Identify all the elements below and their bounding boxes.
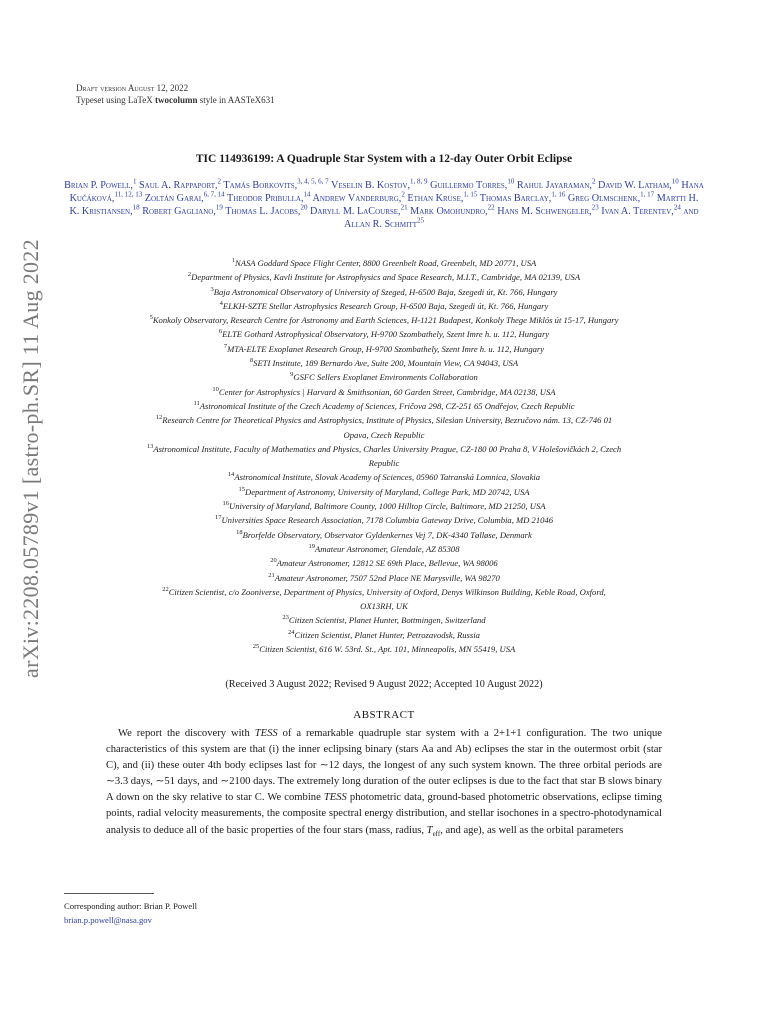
affiliation-text: Amateur Astronomer, 7507 52nd Place NE Marysville, WA 98270 <box>274 572 500 583</box>
author-affiliation-ref: 10 <box>507 177 515 186</box>
affiliation-number: 22 <box>162 585 169 593</box>
affiliation-text: Department of Astronomy, University of Maryland, College Park, MD 20742, USA <box>244 486 530 497</box>
affiliation-number: 19 <box>308 543 315 551</box>
author-affiliation-ref: 14 <box>303 190 311 199</box>
affiliation-line <box>64 470 704 484</box>
author-affiliation-ref: 2 <box>591 177 596 186</box>
affiliation-line <box>64 513 704 527</box>
received-dates: (Received 3 August 2022; Revised 9 August 2022; Accepted 10 August 2022) <box>225 679 543 690</box>
author-name[interactable]: Allan R. Schmitt <box>344 219 417 230</box>
author-affiliation-ref: 18 <box>132 203 140 212</box>
affiliation-text: Department of Physics, Kavli Institute for Astrophysics and Space Research, M.I.T., Cambridge, MA 02139, USA <box>191 272 581 283</box>
affiliation-text: SETI Institute, 189 Bernardo Ave, Suite 200, Mountain View, CA 94043, USA <box>253 358 519 369</box>
affiliation-line <box>64 499 704 513</box>
affiliation-number: 1 <box>231 257 235 265</box>
author-name[interactable]: Rahul Jayaraman, <box>516 180 592 191</box>
affiliation-text: Baja Astronomical Observatory of University of Szeged, H-6500 Baja, Szegedi út, Kt. 766, Hungary <box>213 286 558 297</box>
affiliation-text: Citizen Scientist, Planet Hunter, Petrozavodsk, Russia <box>294 629 480 640</box>
affiliation-text: Republic <box>368 458 400 469</box>
affiliation-line <box>64 327 704 341</box>
author-name[interactable]: Greg Olmschenk, <box>567 193 641 204</box>
author-list <box>64 179 704 231</box>
paper-title: TIC 114936199: A Quadruple Star System with a 12-day Outer Orbit Eclipse <box>195 153 573 165</box>
affiliation-number: 10 <box>212 385 219 393</box>
affiliation-line <box>64 370 704 384</box>
affiliation-number: 16 <box>222 500 229 508</box>
affiliation-text: Citizen Scientist, 616 W. 53rd. St., Apt. 101, Minneapolis, MN 55419, USA <box>259 644 516 655</box>
affiliation-line <box>64 356 704 370</box>
affiliation-line <box>64 442 704 456</box>
draft-version: Draft version August 12, 2022 <box>76 83 189 93</box>
affiliation-line <box>64 528 704 542</box>
typeset-suffix: style in AASTeX631 <box>197 95 275 105</box>
affiliation-text: University of Maryland, Baltimore County, 1000 Hilltop Circle, Baltimore, MD 21250, USA <box>228 501 546 512</box>
affiliation-text: ELKH-SZTE Stellar Astrophysics Research Group, H-6500 Baja, Szegedi út, Kt. 766, Hungary <box>222 300 549 311</box>
affiliation-line <box>64 456 704 470</box>
affiliation-line <box>64 413 704 427</box>
author-name[interactable]: Hana Kučáková, <box>69 180 704 204</box>
corresponding-author: Corresponding author: Brian P. Powell <box>64 901 197 911</box>
affiliation-text: Astronomical Institute of the Czech Academy of Sciences, Fričova 298, CZ-251 65 Ondřejov, Czech Republic <box>199 400 575 411</box>
latex-logo: LaTeX <box>127 95 153 105</box>
abstract-heading: ABSTRACT <box>353 709 415 721</box>
abstract-part: of a remarkable quadruple star system with a 2+1+1 configuration. The two unique characteristics of this system are that (i) the inner eclipsing binary (stars Aa and Ab) eclipses the star in the outermost orbit (star C), and (ii) these outer 4th body eclipses last for ∼12 days, the longest of any such system known. The three orbital periods are ∼3.3 days, ∼51 days, and ∼2100 days. The extremely long duration of the outer eclipses is due to the fact that star B slows binary A down on the sky relative to star C. We combine <box>106 728 662 804</box>
abstract-text <box>106 726 662 842</box>
affiliation-text: Astronomical Institute, Slovak Academy of Sciences, 05960 Tatranská Lomnica, Slovakia <box>234 472 541 483</box>
typeset-line <box>76 94 275 106</box>
arxiv-identifier[interactable]: arXiv:2208.05789v1 [astro-ph.SR] 11 Aug 2022 <box>18 239 43 678</box>
author-affiliation-ref: 10 <box>671 177 679 186</box>
author-email-link[interactable]: brian.p.powell@nasa.gov <box>64 915 152 925</box>
affiliation-number: 17 <box>214 514 222 522</box>
affiliation-number: 8 <box>249 357 254 365</box>
affiliation-number: 15 <box>238 485 245 493</box>
author-affiliation-ref: 1, 15 <box>463 190 478 199</box>
affiliation-number: 14 <box>227 471 235 479</box>
abstract-part: , and age), as well as the orbital parameters <box>440 824 624 836</box>
affiliation-number: 18 <box>236 528 243 536</box>
teff-symbol: T <box>426 824 433 836</box>
author-name[interactable]: Martti H. K. Kristiansen, <box>69 193 699 217</box>
affiliation-number: 25 <box>252 643 260 651</box>
author-name[interactable]: Brian P. Powell, <box>64 180 133 191</box>
affiliation-number: 3 <box>210 285 214 293</box>
author-affiliation-ref: 1, 16 <box>551 190 566 199</box>
author-name[interactable]: Robert Gagliano, <box>142 206 216 217</box>
affiliation-number: 12 <box>155 414 163 422</box>
author-name[interactable]: Saul A. Rappaport, <box>138 180 218 191</box>
teff-subscript: eff <box>432 829 441 838</box>
draft-header <box>76 82 275 106</box>
author-name[interactable]: Thomas L. Jacobs, <box>225 206 301 217</box>
abstract-part: photometric data, ground-based photometric observations, eclipse timing points, radial velocity measurements, the composite spectral energy distribution, and stellar isochones in a spectro-photodynamical analysis to deduce all of the basic properties of the four stars (mass, radius, <box>106 792 662 836</box>
affiliation-text: Konkoly Observatory, Research Centre for Astronomy and Earth Sciences, H-1121 Budapest, Konkoly Thege Miklós út 15-17, Hungary <box>152 315 619 326</box>
author-name[interactable]: Thomas Barclay, <box>479 193 552 204</box>
affiliation-text: Amateur Astronomer, Glendale, AZ 85308 <box>315 543 460 554</box>
author-affiliation-ref: 1, 17 <box>640 190 655 199</box>
author-affiliation-ref: 21 <box>400 203 408 212</box>
affiliation-line <box>64 256 704 270</box>
affiliation-text: GSFC Sellers Exoplanet Environments Collaboration <box>293 372 478 383</box>
author-affiliation-ref: 6, 7, 14 <box>203 190 225 199</box>
author-conjunction: and <box>683 206 699 217</box>
affiliation-number: 13 <box>146 443 154 450</box>
author-affiliation-ref: 3, 4, 5, 6, 7 <box>297 177 329 186</box>
author-affiliation-ref: 1 <box>132 177 137 186</box>
affiliation-line <box>64 542 704 556</box>
affiliation-text: Amateur Astronomer, 12812 SE 69th Place, Bellevue, WA 98006 <box>276 558 498 569</box>
affiliation-line <box>64 342 704 356</box>
affiliation-number: 4 <box>219 300 223 308</box>
affiliation-number: 9 <box>290 371 294 379</box>
author-affiliation-ref: 20 <box>300 203 308 212</box>
affiliation-number: 23 <box>282 614 289 622</box>
affiliation-text: Research Centre for Theoretical Physics and Astrophysics, Institute of Physics, Silesian University, Bezručovo nám. 13, CZ-746 01 <box>162 415 613 426</box>
affiliation-line <box>64 585 704 599</box>
author-name[interactable]: David W. Latham, <box>598 180 672 191</box>
author-affiliation-ref: 22 <box>487 203 495 212</box>
footnote-divider <box>64 893 154 894</box>
affiliation-number: 24 <box>288 628 295 636</box>
affiliation-line <box>64 485 704 499</box>
typeset-style: twocolumn <box>152 95 198 105</box>
author-name[interactable]: Ivan A. Terentev, <box>601 206 674 217</box>
affiliation-text: Center for Astrophysics | Harvard & Smithsonian, 60 Garden Street, Cambridge, MA 02138, USA <box>218 386 556 397</box>
author-name[interactable]: Zoltán Garai, <box>144 193 204 204</box>
affiliation-line <box>64 613 704 627</box>
abstract-tess: TESS <box>254 728 278 739</box>
author-affiliation-ref: 24 <box>673 203 681 212</box>
affiliation-line <box>64 556 704 570</box>
typeset-prefix: Typeset using <box>76 95 128 105</box>
author-name[interactable]: Hans M. Schwengeler, <box>497 206 592 217</box>
author-affiliation-ref: 2 <box>217 177 222 186</box>
author-name[interactable]: Guillermo Torres, <box>430 180 508 191</box>
affiliation-line <box>64 270 704 284</box>
affiliation-line <box>64 299 704 313</box>
affiliation-line <box>64 399 704 413</box>
affiliation-text: MTA-ELTE Exoplanet Research Group, H-9700 Szombathely, Szent Imre h. u. 112, Hungary <box>227 343 545 354</box>
author-affiliation-ref: 1, 8, 9 <box>410 177 428 186</box>
affiliation-text: ELTE Gothard Astrophysical Observatory, H-9700 Szombathely, Szent Imre h. u. 112, Hungary <box>222 329 550 340</box>
affiliation-number: 20 <box>270 557 277 565</box>
affiliation-text: Universities Space Research Association, 7178 Columbia Gateway Drive, Columbia, MD 21046 <box>221 515 554 526</box>
affiliation-line <box>64 599 704 613</box>
affiliation-line <box>64 285 704 299</box>
author-affiliation-ref: 11, 12, 13 <box>114 190 143 199</box>
author-affiliation-ref: 19 <box>215 203 223 212</box>
affiliation-number: 2 <box>187 271 192 279</box>
author-name[interactable]: Veselin B. Kostov, <box>331 180 411 191</box>
abstract-tess: TESS <box>323 792 347 804</box>
affiliation-number: 5 <box>149 314 153 322</box>
author-affiliation-ref: 25 <box>416 216 424 225</box>
affiliation-number: 11 <box>193 400 200 408</box>
affiliation-list <box>64 256 704 656</box>
affiliation-text: Brorfelde Observatory, Observator Gyldenkernes Vej 7, DK-4340 Tølløse, Denmark <box>242 529 532 540</box>
affiliation-line <box>64 428 704 442</box>
affiliation-number: 21 <box>268 571 275 579</box>
author-affiliation-ref: 23 <box>591 203 599 212</box>
affiliation-line <box>64 571 704 585</box>
affiliation-text: NASA Goddard Space Flight Center, 8800 Greenbelt Road, Greenbelt, MD 20771, USA <box>234 258 537 268</box>
affiliation-line <box>64 313 704 327</box>
affiliation-text: Citizen Scientist, Planet Hunter, Bottmingen, Switzerland <box>288 615 486 626</box>
affiliation-line <box>64 385 704 399</box>
author-name[interactable]: Daryll M. LaCourse, <box>310 206 401 217</box>
author-name[interactable]: Ethan Kruse, <box>407 193 464 204</box>
footnote <box>64 899 197 927</box>
affiliation-line <box>64 642 704 656</box>
author-affiliation-ref: 2 <box>401 190 405 199</box>
author-name[interactable]: Tamás Borkovits, <box>223 180 298 191</box>
affiliation-text: Citizen Scientist, c/o Zooniverse, Department of Physics, University of Oxford, Denys Wilkinson Building, Keble Road, Oxford, <box>168 586 606 597</box>
author-name[interactable]: Mark Omohundro, <box>410 206 488 217</box>
author-name[interactable]: Andrew Vanderburg, <box>312 193 402 204</box>
author-name[interactable]: Theodor Pribulla, <box>227 193 304 204</box>
affiliation-line <box>64 628 704 642</box>
affiliation-number: 6 <box>218 328 223 336</box>
affiliation-text: Opava, Czech Republic <box>343 429 425 440</box>
affiliation-text: Astronomical Institute, Faculty of Mathematics and Physics, Charles University Prague, CZ-180 00 Praha 8, V Holešovičkách 2, Czech <box>153 443 622 454</box>
affiliation-number: 7 <box>223 342 228 350</box>
abstract-part: We report the discovery with <box>118 728 255 739</box>
affiliation-text: OX13RH, UK <box>360 601 408 612</box>
